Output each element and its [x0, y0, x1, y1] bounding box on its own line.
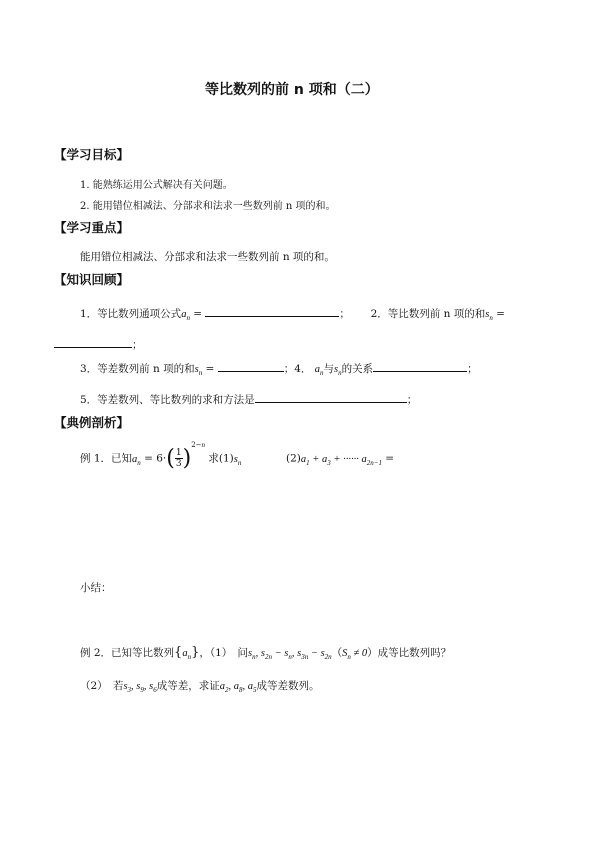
fraction-one-third: $\frac{1}{3}$	[175, 448, 182, 469]
section-focus-heading: 【学习重点】	[54, 220, 130, 235]
example-1: 例 1．已知$a_n = 6\cdot$( $\frac{1}{3}$ )$^{2-n}$ 求$(1)s_n$ $(2)a_1 + a_3$ + ······ $a_{2n-1}$ =	[80, 441, 395, 471]
formula-an: $a_n$	[181, 309, 190, 323]
example2-line2-mid: 成等差，求证	[156, 680, 220, 692]
formula-sn: $s_n$	[485, 309, 493, 323]
example2-cond-open: （	[331, 647, 343, 659]
review-question-5	[80, 391, 417, 407]
example1-ask: 求	[208, 452, 219, 465]
review-q5-end: ；	[406, 394, 418, 406]
example1-part2-label: (2)	[286, 452, 301, 465]
formula-partial-sums: $s_n$, $s_{2n} - s_n$, $s_{3n} - s_{2n}$	[248, 648, 332, 662]
review-q1-separator: ；	[339, 308, 350, 320]
focus-text: 能用错位相减法、分部求和法求一些数列前 n 项的和。	[80, 251, 335, 263]
section-review-heading: 【知识回顾】	[54, 272, 130, 287]
review-question-3-4: 3．等差数列前 n 项的和$s_n$ = ；4． $a_n$与$s_n$的关系 ；	[80, 360, 478, 377]
review-q2-blank	[54, 336, 132, 348]
goal-item-2: 2. 能用错位相减法、分部求和法求一些数列前 n 项的和。	[80, 201, 336, 212]
formula-a2-a8-a5: $a_2$, $a_8$, $a_5$	[219, 681, 257, 695]
example2-part1: ，（1） 问	[199, 647, 249, 659]
review-q3-prefix: 3．等差数列前 n 项的和	[80, 363, 195, 375]
example1-part1-label: (1)	[218, 452, 234, 465]
formula-s3-s9-s6: $s_3$, $s_9$, $s_6$	[123, 681, 157, 695]
formula-an-example1: $a_n$	[132, 453, 141, 467]
formula-sn-q4: $s_n$	[333, 364, 342, 378]
formula-sn-q3: $s_n$	[194, 364, 203, 378]
goal-item-1: 1. 能熟练运用公式解决有关问题。	[80, 180, 233, 191]
formula-an-q4: $a_n$	[314, 364, 324, 378]
example2-line2-prefix: （2） 若	[80, 680, 124, 692]
review-q4-end: ；	[467, 363, 478, 375]
example-2-line-1: 例 2．已知等比数列$\{a_n\}$，（1） 问$s_n$, $s_{2n} - s_n$, $s_{3n} - s_{2n}(S_n \ne 0)$成等比数列吗？	[80, 645, 452, 662]
review-q3-blank	[218, 360, 284, 372]
review-q5-prefix: 5．等差数列、等比数列的求和方法是	[80, 394, 255, 406]
formula-sn-nonzero: $S_n \ne 0$	[342, 648, 368, 662]
review-q4-suffix: 的关系	[341, 363, 374, 375]
review-q4-blank	[373, 360, 467, 372]
example1-summary: 小结：	[80, 582, 112, 594]
section-examples-heading: 【典例剖析】	[54, 415, 130, 430]
review-q1-blank	[205, 305, 339, 317]
formula-odd-sum: $a_1 + a_3$ + ······ $a_{2n-1}$	[300, 453, 382, 467]
example2-line2-end: 成等差数列。	[256, 680, 320, 692]
example-2-line-2	[80, 678, 319, 694]
example2-prefix: 例 2．已知等比数列	[80, 647, 175, 659]
page-title: 等比数列的前 n 项和（二）	[205, 82, 379, 98]
review-q2-answer-line	[54, 336, 143, 352]
section-goals-heading: 【学习目标】	[54, 147, 130, 162]
review-q5-blank	[255, 391, 407, 403]
review-q2-prefix: 2．等比数列前 n 项的和	[370, 308, 486, 320]
review-q4-mid: 与	[323, 363, 334, 375]
review-q3-separator: ；4．	[283, 363, 312, 375]
review-question-1-2: 1．等比数列通项公式$a_n$ = ； 2．等比数列前 n 项的和$s_n$ =	[80, 305, 505, 322]
review-q1-prefix: 1．等比数列通项公式	[80, 308, 182, 320]
review-q2-end: ；	[132, 339, 143, 351]
example1-prefix: 例 1．已知	[80, 452, 133, 465]
example2-cond-close: ）成等比数列吗？	[367, 647, 452, 659]
